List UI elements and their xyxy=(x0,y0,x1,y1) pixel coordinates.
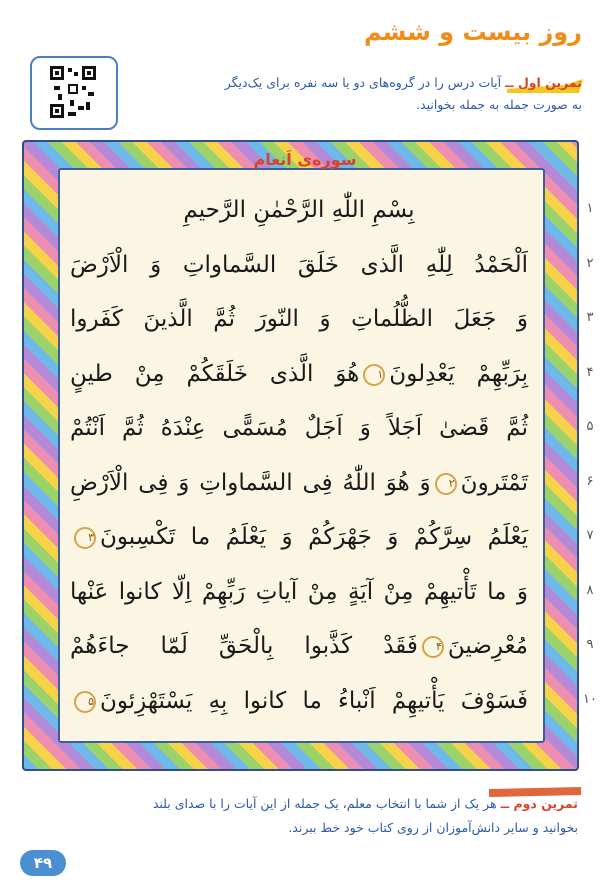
quran-line-text-after: هُوَ الَّذی خَلَقَكُمْ مِنْ طينٍ xyxy=(70,360,360,387)
quran-line xyxy=(70,240,528,290)
aya-marker: ۴ xyxy=(422,636,444,658)
quran-line-text: مُعْرِضينَ xyxy=(447,633,528,659)
line-number: ۲ xyxy=(586,255,594,271)
quran-line-text: يَعْلَمُ سِرَّكُمْ وَ جَهْرَكُمْ وَ يَعْلَمُ ما تَكْسِبونَ xyxy=(100,524,528,550)
quran-line xyxy=(70,567,528,617)
line-number: ۶ xyxy=(586,473,594,489)
quran-line xyxy=(70,294,528,344)
quran-line-text: وَ جَعَلَ الظُّلُماتِ وَ النّورَ ثُمَّ الَّذينَ كَفَروا xyxy=(70,306,528,332)
line-number: ۴ xyxy=(586,364,594,380)
line-number: ۸ xyxy=(586,582,594,598)
quran-line xyxy=(70,621,528,671)
aya-marker: ۲ xyxy=(435,473,457,495)
exercise1-label: تمرین اول ــ xyxy=(505,75,582,90)
quran-line-text: وَ ما تَأْتيهِمْ مِنْ آيَةٍ مِنْ آياتِ رَبِّهِمْ اِلّا كانوا عَنْها xyxy=(70,578,528,605)
exercise1 xyxy=(102,72,582,116)
lesson-title: روز بیست و ششم xyxy=(363,18,582,46)
exercise2-text: هر یک از شما با انتخاب معلم، یک جمله از این آیات را با صدای بلند xyxy=(152,796,497,811)
quran-line xyxy=(70,349,528,399)
quran-line xyxy=(70,676,528,726)
qr-code-icon xyxy=(50,66,96,118)
quran-line-text-after: وَ هُوَ اللّٰهُ فِی السَّماواتِ وَ فِی الْاَرْضِ xyxy=(70,469,431,496)
aya-marker: ۱ xyxy=(363,364,385,386)
line-number: ۹ xyxy=(586,637,594,652)
page-number: ۴۹ xyxy=(20,850,66,876)
exercise2-label: تمرین دوم ــ xyxy=(500,796,578,811)
quran-line xyxy=(70,403,528,453)
exercise1-text: آیات درس را در گروه‌های دو یا سه نفره برای یک‌دیگر xyxy=(224,75,502,90)
quran-line-text: ثُمَّ قَضیٰ اَجَلاً وَ اَجَلٌ مُسَمًّی عِنْدَهُ ثُمَّ اَنْتُمْ xyxy=(70,415,528,441)
quran-line xyxy=(70,185,528,235)
quran-line-text: بِسْمِ اللّٰهِ الرَّحْمٰنِ الرَّحيمِ xyxy=(183,197,415,223)
line-number: ۱۰ xyxy=(583,691,597,707)
quran-line-text-after: فَقَدْ كَذَّبوا بِالْحَقِّ لَمّا جاءَهُمْ xyxy=(70,633,418,659)
line-number: ۱ xyxy=(586,201,594,216)
line-number: ۳ xyxy=(586,310,594,325)
quran-line xyxy=(70,512,528,562)
quran-line xyxy=(70,458,528,508)
quran-line-text: تَمْتَرونَ xyxy=(460,469,528,496)
line-number: ۷ xyxy=(586,528,594,543)
aya-marker: ۳ xyxy=(74,527,96,549)
quran-line-text: اَلْحَمْدُ لِلّٰهِ الَّذی خَلَقَ السَّماواتِ وَ الْاَرْضَ xyxy=(70,251,528,278)
quran-line-text: فَسَوْفَ يَأْتيهِمْ اَنْباءُ ما كانوا بِهِ يَسْتَهْزِئونَ xyxy=(100,687,528,714)
sura-title: سوره‌ی اَنعام xyxy=(253,150,357,169)
aya-marker: ۵ xyxy=(74,691,96,713)
exercise2 xyxy=(18,792,578,840)
line-number: ۵ xyxy=(586,419,594,434)
quran-line-text: بِرَبِّهِمْ يَعْدِلونَ xyxy=(389,360,528,387)
exercise2-text2: بخوانید و سایر دانش‌آموزان از روی کتاب خود خط ببرند. xyxy=(288,820,578,835)
exercise1-text2: به صورت جمله به جمله بخوانید. xyxy=(416,97,582,112)
